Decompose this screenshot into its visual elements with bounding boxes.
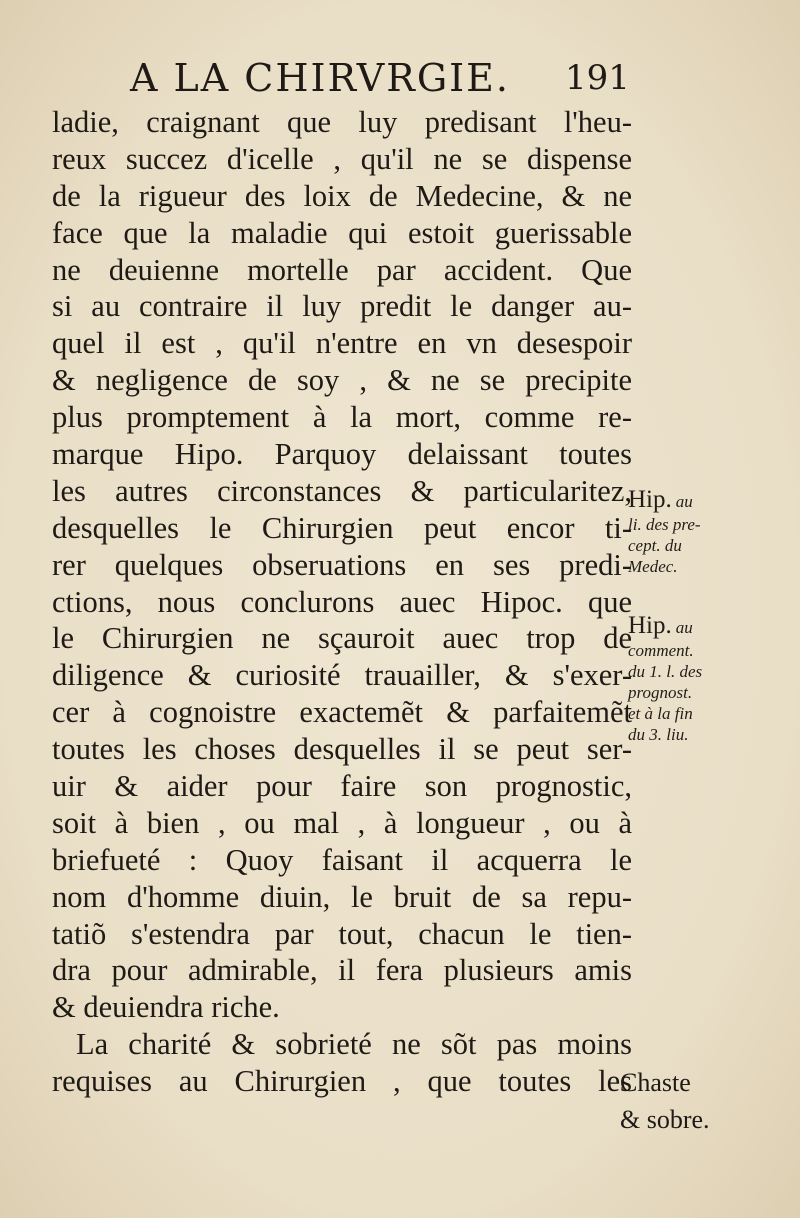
marginal-note-text: Medec. — [628, 557, 678, 576]
marginal-note-lead: Hip. — [628, 612, 672, 639]
text-line: les autres circonstances & particularitez, — [52, 473, 632, 508]
marginal-note-text: cept. du — [628, 536, 682, 555]
page-number: 191 — [565, 58, 630, 98]
text-line: soit à bien , ou mal , à longueur , ou à — [52, 805, 632, 840]
text-line: cer à cognoistre exactemẽt & parfaitemẽt — [52, 695, 632, 730]
text-line: & deuiendra riche. — [52, 990, 280, 1025]
text-line: desquelles le Chirurgien peut encor ti- — [52, 510, 632, 545]
running-title: A LA CHIRVRGIE. — [130, 56, 510, 100]
marginal-note-text: prognost. — [628, 683, 693, 702]
marginal-note-text: comment. — [628, 641, 694, 660]
marginal-note-text: au — [675, 492, 693, 511]
marginal-note-text: Chaste — [620, 1068, 691, 1097]
text-line: ctions, nous conclurons auec Hipoc. que — [52, 584, 632, 619]
marginal-note-topic — [620, 1064, 790, 1138]
running-head — [130, 56, 630, 106]
text-line: dra pour admirable, il fera plusieurs amis — [52, 953, 632, 988]
text-line: requises au Chirurgien , que toutes les — [52, 1064, 632, 1099]
body-text — [52, 104, 632, 1100]
text-line: La charité & sobrieté ne sõt pas moins — [76, 1027, 632, 1062]
marginal-note-text: et à la fin — [628, 704, 693, 723]
text-line: marque Hipo. Parquoy delaissant toutes — [52, 437, 632, 472]
marginal-note-reference — [628, 486, 796, 577]
text-line: toutes les choses desquelles il se peut ser- — [52, 732, 632, 767]
marginal-note-text: & sobre. — [620, 1105, 710, 1134]
text-line: uir & aider pour faire son prognostic, — [52, 769, 632, 804]
text-line: reux succez d'icelle , qu'il ne se dispense — [52, 141, 632, 176]
text-line: face que la maladie qui estoit guerissable — [52, 215, 632, 250]
marginal-note-reference — [628, 612, 796, 745]
text-line: briefueté : Quoy faisant il acquerra le — [52, 842, 632, 877]
text-line: de la rigueur des loix de Medecine, & ne — [52, 178, 632, 213]
marginal-note-text: au — [675, 618, 693, 637]
text-line: plus promptement à la mort, comme re- — [52, 400, 632, 435]
marginal-note-text: du 1. l. des — [628, 662, 703, 681]
text-line: ne deuienne mortelle par accident. Que — [52, 252, 632, 287]
text-line: diligence & curiosité trauailler, & s'exer- — [52, 658, 632, 693]
text-line: & negligence de soy , & ne se precipite — [52, 363, 632, 398]
text-line: nom d'homme diuin, le bruit de sa repu- — [52, 879, 632, 914]
text-line: quel il est , qu'il n'entre en vn desespoir — [52, 326, 632, 361]
marginal-note-text: li. des pre- — [628, 515, 701, 534]
marginal-note-text: du 3. liu. — [628, 725, 689, 744]
text-line: tatiõ s'estendra par tout, chacun le tien- — [52, 916, 632, 951]
text-line: si au contraire il luy predit le danger au- — [52, 289, 632, 324]
text-line: ladie, craignant que luy predisant l'heu- — [52, 105, 632, 139]
marginal-note-lead: Hip. — [628, 486, 672, 513]
text-line: le Chirurgien ne sçauroit auec trop de — [52, 621, 632, 656]
text-line: rer quelques obseruations en ses predi- — [52, 547, 632, 582]
